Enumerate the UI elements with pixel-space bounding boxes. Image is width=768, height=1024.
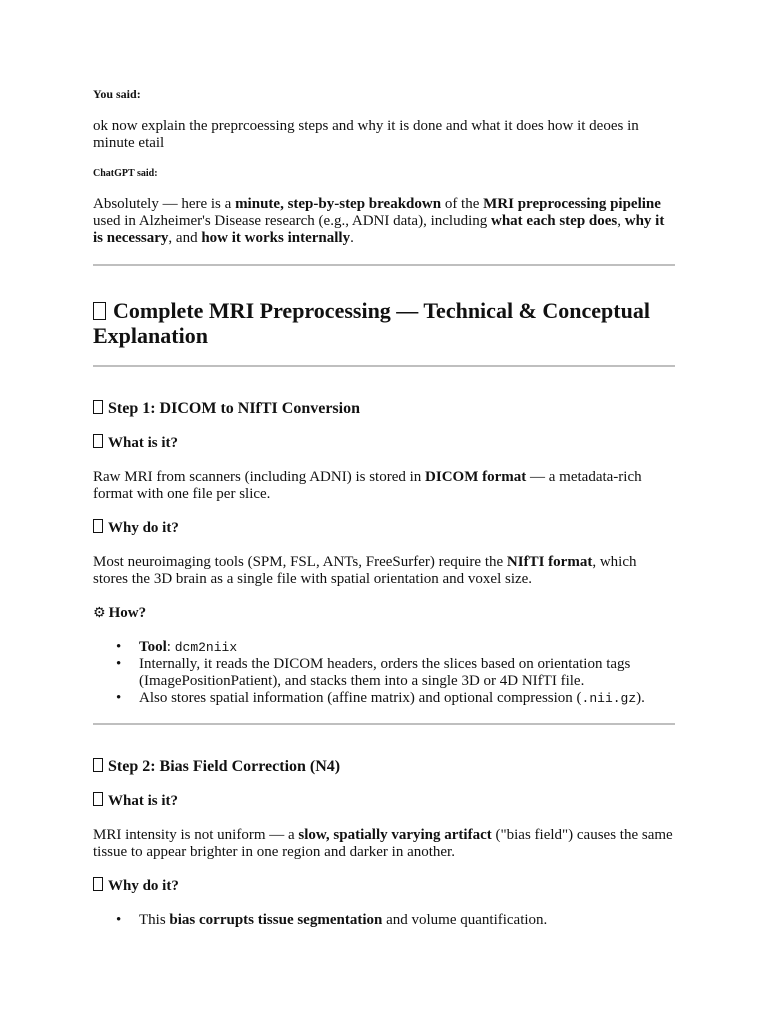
step2-why-list bbox=[93, 912, 675, 929]
missing-glyph-box-icon bbox=[93, 434, 103, 448]
missing-glyph-box-icon bbox=[93, 792, 103, 806]
missing-glyph-box-icon bbox=[93, 400, 103, 414]
divider bbox=[93, 264, 675, 266]
list-item: • Also stores spatial information (affine matrix) and optional compression (.nii.gz). bbox=[116, 690, 645, 706]
user-label: You said: bbox=[93, 87, 141, 101]
page-title: Complete MRI Preprocessing — Technical & Conceptual Explanation bbox=[93, 298, 650, 348]
missing-glyph-box-icon bbox=[93, 877, 103, 891]
step2-heading: Step 2: Bias Field Correction (N4) bbox=[93, 757, 675, 777]
step2-what-text: MRI intensity is not uniform — a slow, spatially varying artifact ("bias field") causes the same tissue to appear brighter in one region and darker in another. bbox=[93, 827, 673, 860]
divider bbox=[93, 365, 675, 367]
step2-what-heading: What is it? bbox=[93, 792, 675, 810]
step1-heading: Step 1: DICOM to NIfTI Conversion bbox=[93, 399, 675, 419]
step1-how-heading: ⚙ How? bbox=[93, 605, 147, 621]
list-item: • This bias corrupts tissue segmentation and volume quantification. bbox=[116, 912, 548, 928]
step1-why-heading: Why do it? bbox=[93, 519, 675, 537]
missing-glyph-box-icon bbox=[93, 302, 106, 320]
missing-glyph-box-icon bbox=[93, 519, 103, 533]
missing-glyph-box-icon bbox=[93, 758, 103, 772]
assistant-label: ChatGPT said: bbox=[93, 168, 158, 179]
list-item: • Internally, it reads the DICOM headers, orders the slices based on orientation tags (ImagePositionPatient), and stacks them into a single 3D or 4D NIfTI file. bbox=[116, 656, 631, 689]
step1-what-text: Raw MRI from scanners (including ADNI) is stored in DICOM format — a metadata-rich format with one file per slice. bbox=[93, 469, 642, 502]
gear-icon: ⚙ bbox=[93, 605, 106, 621]
step1-why-text: Most neuroimaging tools (SPM, FSL, ANTs, FreeSurfer) require the NIfTI format, which stores the 3D brain as a single file with spatial orientation and voxel size. bbox=[93, 554, 637, 587]
step2-why-heading: Why do it? bbox=[93, 877, 675, 895]
step1-what-heading: What is it? bbox=[93, 434, 675, 452]
step1-how-list bbox=[93, 639, 675, 707]
divider bbox=[93, 723, 675, 725]
list-item: • Tool: dcm2niix bbox=[116, 639, 238, 655]
assistant-intro: Absolutely — here is a minute, step-by-step breakdown of the MRI preprocessing pipeline used in Alzheimer's Disease research (e.g., ADNI data), including what each step does, why it is necessary, and how it works internally. bbox=[93, 196, 665, 246]
user-message: ok now explain the preprcoessing steps and why it is done and what it does how it deoes in minute etail bbox=[93, 118, 639, 151]
